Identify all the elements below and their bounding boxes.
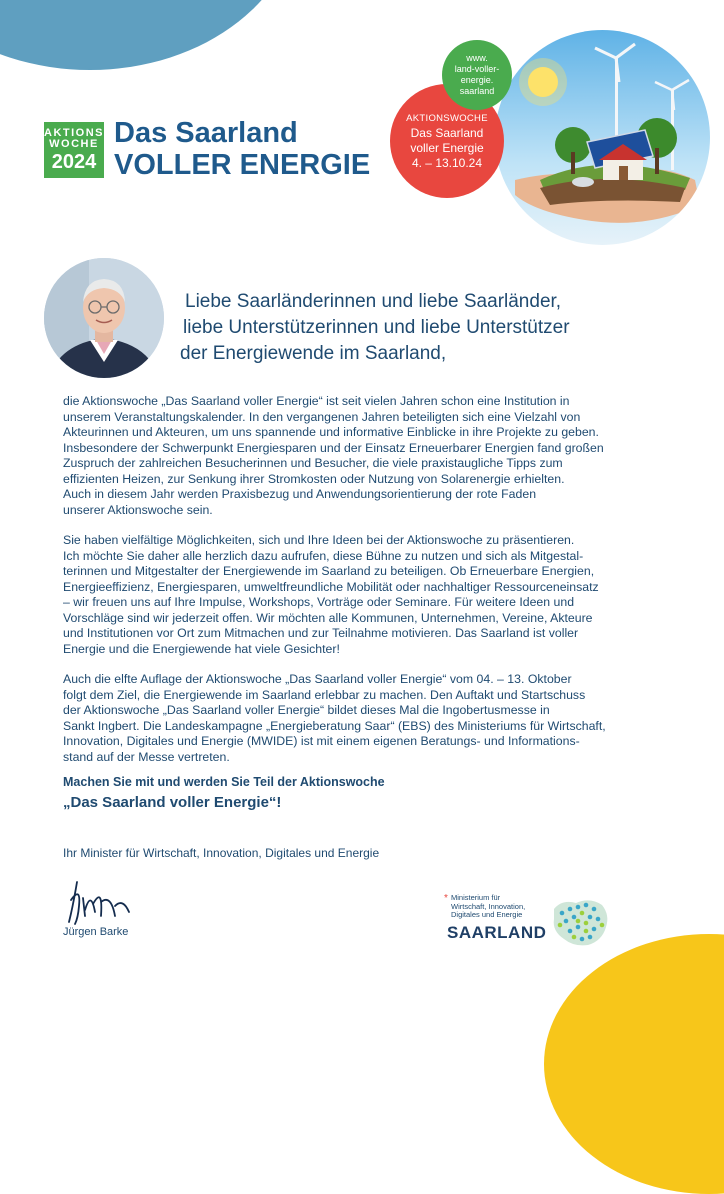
text-line: Energieeffizienz, Energiesparen, umweltfreundliche Mobilität oder nachhaltiger Ressourceneinsatz xyxy=(63,579,599,594)
call-to-action: Machen Sie mit und werden Sie Teil der Aktionswoche xyxy=(63,775,385,789)
text-line: Auch die elfte Auflage der Aktionswoche „Das Saarland voller Energie“ vom 04. – 13. Oktober xyxy=(63,672,572,686)
text-line: Sankt Ingbert. Die Landeskampagne „Energieberatung Saar“ (EBS) des Ministeriums für Wirtschaft, xyxy=(63,718,606,733)
text-line: effizienten Heizen, zur Senkung ihrer Stromkosten oder Nutzung von Solarenergie erhielten. xyxy=(63,471,565,486)
bottom-right-decor-circle xyxy=(544,934,724,1194)
hero-illustration xyxy=(495,30,710,245)
logo-title-line2: VOLLER ENERGIE xyxy=(114,149,371,181)
hand-house-solar-illustration xyxy=(495,30,710,245)
text-line: Vorschläge sind wir jederzeit offen. Wir möchten alle Kommunen, Unternehmen, Vereine, Akteure xyxy=(63,610,593,625)
letter-body xyxy=(63,394,653,780)
text-line: der Aktionswoche „Das Saarland voller Energie“ bildet dieses Mal die Ingobertusmesse in xyxy=(63,703,550,717)
website-line3: energie. xyxy=(460,75,494,85)
website-badge[interactable] xyxy=(442,40,512,110)
call-to-action-title: „Das Saarland voller Energie“! xyxy=(63,794,282,811)
event-badge-line1: AKTIONSWOCHE xyxy=(406,112,488,124)
portrait-illustration xyxy=(44,258,164,378)
event-badge-line3: voller Energie xyxy=(410,140,484,155)
logo-badge-line1: AKTIONS xyxy=(44,126,104,139)
ministry-line2: Wirtschaft, Innovation, xyxy=(451,901,526,911)
text-line: und Institutionen vor Ort zum Mitmachen und zur Teilnahme motivieren. Das Saarland ist voller xyxy=(63,626,579,640)
ministry-line3: Digitales und Energie xyxy=(451,910,523,919)
minister-portrait xyxy=(44,258,164,378)
handwritten-signature xyxy=(63,876,143,931)
text-line: unserem Veranstaltungskalender. In den vergangenen Jahren beteiligten sich eine Vielzahl von xyxy=(63,409,581,424)
signer-name: Jürgen Barke xyxy=(63,926,129,938)
text-line: Zuspruch der zahlreichen Besucherinnen und Besucher, die viele praxistaugliche Tipps zum xyxy=(63,456,563,470)
salutation-line2: liebe Unterstützerinnen und liebe Unterstützer xyxy=(183,317,570,338)
campaign-logo xyxy=(44,119,370,180)
salutation-line3: der Energiewende im Saarland, xyxy=(180,343,447,364)
ministry-logo xyxy=(444,893,624,953)
text-line: Sie haben vielfältige Möglichkeiten, sich und Ihre Ideen bei der Aktionswoche zu präsentieren. xyxy=(63,533,575,547)
logo-badge-year: 2024 xyxy=(51,150,97,173)
event-badge-dates: 4. – 13.10.24 xyxy=(411,155,483,170)
logo-badge xyxy=(44,122,104,178)
text-line: folgt dem Ziel, die Energiewende im Saarland erlebbar zu machen. Den Auftakt und Startschuss xyxy=(63,687,586,702)
text-line: Auch in diesem Jahr werden Praxisbezug und Anwendungsorientierung der rote Faden xyxy=(63,487,537,501)
closing-line: Ihr Minister für Wirtschaft, Innovation, Digitales und Energie xyxy=(63,846,380,860)
text-line: Insbesondere der Schwerpunkt Energiesparen und der Einsatz Erneuerbarer Energien fand großen xyxy=(63,440,604,455)
paragraph-1 xyxy=(63,394,653,518)
logo-wordmark xyxy=(114,119,370,180)
ministry-state: SAARLAND xyxy=(447,923,547,942)
event-badge-line2: Das Saarland xyxy=(410,125,484,140)
logo-title-line1: Das Saarland xyxy=(114,117,298,149)
text-line: Energie und die Energiewende hat viele Gesichter! xyxy=(63,641,340,656)
top-left-decor-circle xyxy=(0,0,300,70)
star-icon: * xyxy=(444,893,448,904)
text-line: Ich möchte Sie daher alle herzlich dazu aufrufen, diese Bühne zu nutzen und sich als Mitgestal- xyxy=(63,548,584,563)
ministry-line1: Ministerium für xyxy=(451,893,501,902)
text-line: terinnen und Mitgestalter der Energiewende im Saarland zu beteiligen. Ob Erneuerbare Energien, xyxy=(63,564,595,578)
website-line1: www. xyxy=(466,53,488,63)
salutation xyxy=(180,289,570,367)
saarland-map-icon xyxy=(548,895,612,949)
text-line: die Aktionswoche „Das Saarland voller Energie“ ist seit vielen Jahren schon eine Institution in xyxy=(63,394,570,408)
salutation-line1: Liebe Saarländerinnen und liebe Saarländer, xyxy=(185,291,562,312)
website-line2: land-voller- xyxy=(454,64,500,74)
signature-mark xyxy=(63,876,143,926)
logo-badge-line2: WOCHE xyxy=(49,137,99,150)
paragraph-3 xyxy=(63,672,653,765)
text-line: Akteurinnen und Akteuren, um uns spannende und informative Einblicke in ihre Projekte zu geben. xyxy=(63,425,599,439)
text-line: unserer Aktionswoche sein. xyxy=(63,502,213,517)
text-line: stand auf der Messe vertreten. xyxy=(63,749,230,764)
paragraph-2 xyxy=(63,533,653,657)
text-line: Innovation, Digitales und Energie (MWIDE) ist mit einem eigenen Beratungs- und Informations- xyxy=(63,734,580,748)
ministry-name xyxy=(451,894,525,920)
website-line4: saarland xyxy=(459,86,495,96)
text-line: – wir freuen uns auf Ihre Impulse, Workshops, Vorträge oder Seminare. Für weitere Ideen und xyxy=(63,595,575,609)
